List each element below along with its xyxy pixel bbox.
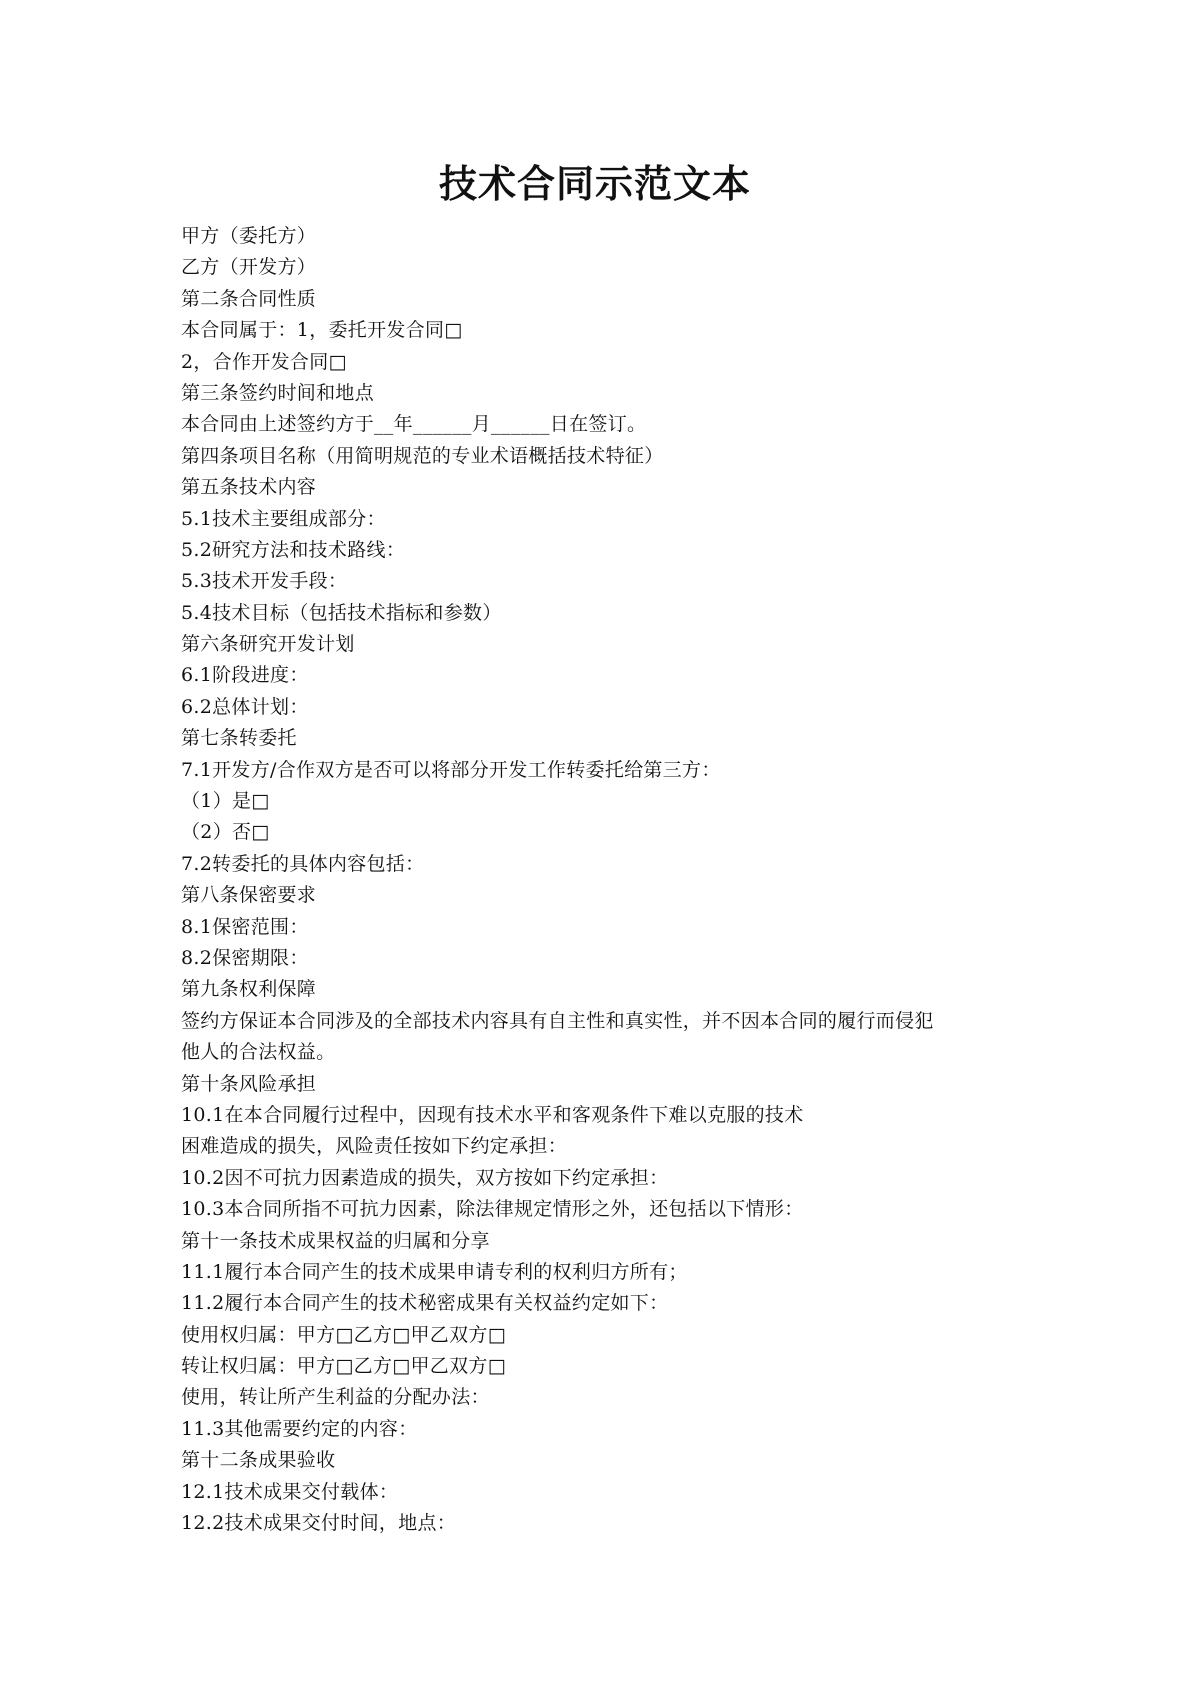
section-heading: 第八条保密要求: [181, 884, 317, 907]
section-heading: 第十一条技术成果权益的归属和分享: [181, 1229, 490, 1252]
text-line: 5.3技术开发手段：: [181, 570, 348, 593]
text-line: 7.1开发方/合作双方是否可以将部分开发工作转委托给第三方：: [181, 758, 721, 781]
text-line: 10.3本合同所指不可抗力因素，除法律规定情形之外，还包括以下情形：: [181, 1198, 804, 1221]
text-line: 本合同由上述签约方于__年______月______日在签订。: [181, 413, 647, 436]
text-line: 5.1技术主要组成部分：: [181, 507, 386, 530]
section-heading: 第十条风险承担: [181, 1072, 317, 1095]
document-body: [181, 221, 1021, 1539]
text-line: 11.2履行本合同产生的技术秘密成果有关权益约定如下：: [181, 1292, 669, 1315]
section-heading: 第十二条成果验收: [181, 1449, 336, 1472]
text-line: 签约方保证本合同涉及的全部技术内容具有自主性和真实性，并不因本合同的履行而侵犯: [181, 1009, 934, 1032]
text-line: 他人的合法权益。: [181, 1041, 336, 1064]
section-heading: 第二条合同性质: [181, 287, 317, 310]
text-line: 11.3其他需要约定的内容：: [181, 1417, 418, 1440]
text-line: （2）否□: [181, 821, 270, 844]
text-line: 使用，转让所产生利益的分配办法：: [181, 1386, 490, 1409]
text-line: 6.2总体计划：: [181, 695, 309, 718]
section-heading: 第三条签约时间和地点: [181, 381, 375, 404]
text-line: 12.1技术成果交付载体：: [181, 1480, 399, 1503]
section-heading: 第五条技术内容: [181, 476, 317, 499]
text-line: 8.2保密期限：: [181, 946, 309, 969]
text-line: 5.4技术目标（包括技术指标和参数）: [181, 601, 502, 624]
section-heading: 第七条转委托: [181, 727, 297, 750]
text-line: 12.2技术成果交付时间，地点：: [181, 1512, 457, 1535]
text-line: 甲方（委托方）: [181, 225, 317, 247]
text-line: 乙方（开发方）: [181, 256, 317, 279]
section-heading: 第六条研究开发计划: [181, 633, 355, 656]
text-line: 7.2转委托的具体内容包括：: [181, 852, 425, 875]
text-line: 5.2研究方法和技术路线：: [181, 538, 406, 561]
text-line: 10.2因不可抗力因素造成的损失，双方按如下约定承担：: [181, 1166, 669, 1189]
text-line: （1）是□: [181, 790, 270, 813]
text-line: 使用权归属：甲方□乙方□甲乙双方□: [181, 1323, 506, 1346]
text-line: 转让权归属：甲方□乙方□甲乙双方□: [181, 1355, 506, 1378]
text-line: 2，合作开发合同□: [181, 350, 347, 373]
text-line: 6.1阶段进度：: [181, 664, 309, 687]
text-line: 8.1保密范围：: [181, 915, 309, 938]
text-line: 10.1在本合同履行过程中，因现有技术水平和客观条件下难以克服的技术: [181, 1103, 804, 1126]
text-line: 11.1履行本合同产生的技术成果申请专利的权利归方所有；: [181, 1260, 688, 1283]
text-line: 困难造成的损失，风险责任按如下约定承担：: [181, 1135, 568, 1158]
section-heading: 第九条权利保障: [181, 978, 317, 1001]
section-heading: 第四条项目名称（用简明规范的专业术语概括技术特征）: [181, 444, 664, 467]
document-title: 技术合同示范文本: [438, 161, 751, 206]
text-line: 本合同属于：1，委托开发合同□: [181, 319, 463, 342]
